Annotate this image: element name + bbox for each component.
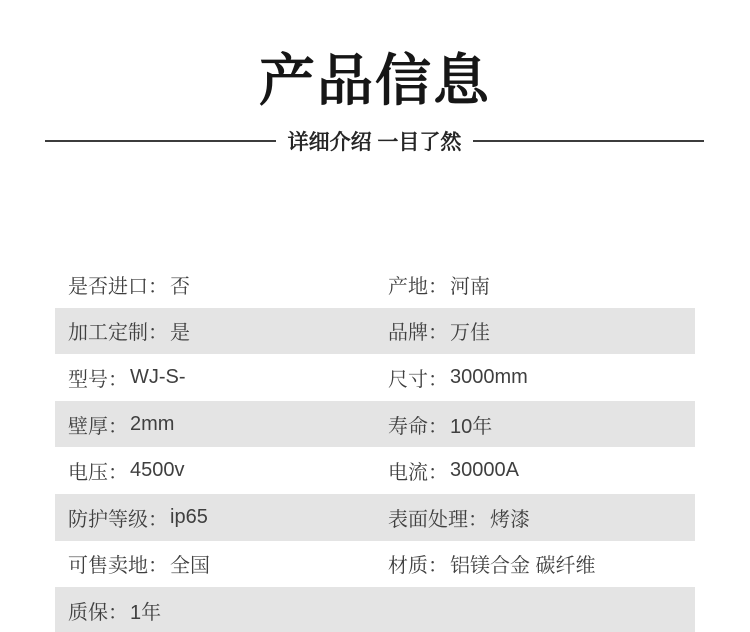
- spec-label: 防护等级：: [68, 508, 168, 531]
- spec-row: [55, 308, 695, 355]
- spec-row: [55, 261, 695, 308]
- spec-label: 尺寸：: [388, 368, 448, 391]
- page-title: 产品信息: [259, 49, 491, 112]
- spec-label: 电流：: [388, 462, 448, 485]
- spec-cell-left: [55, 401, 375, 448]
- spec-cell-right: [375, 401, 695, 448]
- spec-value: WJ-S-: [130, 365, 186, 388]
- spec-value: 万佳: [450, 322, 490, 345]
- spec-cell-left: [55, 261, 375, 308]
- spec-cell-right: [375, 308, 695, 355]
- spec-label: 表面处理：: [388, 508, 488, 531]
- spec-label: 壁厚：: [68, 415, 128, 438]
- spec-row: [55, 447, 695, 494]
- spec-value: 是: [170, 322, 190, 345]
- spec-label: 材质：: [388, 555, 448, 578]
- spec-cell-left: [55, 447, 375, 494]
- spec-cell-right: [375, 354, 695, 401]
- spec-cell-right: [375, 494, 695, 541]
- spec-label: 加工定制：: [68, 322, 168, 345]
- spec-value: 10年: [450, 415, 493, 438]
- spec-cell-right: [375, 541, 695, 588]
- spec-cell-left: [55, 308, 375, 355]
- spec-label: 质保：: [68, 601, 128, 624]
- spec-cell-right: [375, 447, 695, 494]
- spec-value: 2mm: [130, 412, 175, 435]
- spec-value: 全国: [170, 555, 210, 578]
- spec-value: 1年: [130, 601, 162, 624]
- spec-label: 是否进口：: [68, 275, 168, 298]
- spec-cell-left: [55, 354, 375, 401]
- spec-row: [55, 587, 695, 632]
- subtitle-right-divider: [473, 140, 704, 142]
- spec-value: 30000A: [450, 459, 519, 482]
- spec-cell-left: [55, 541, 375, 588]
- spec-value: 铝镁合金 碳纤维: [450, 555, 596, 578]
- spec-value: ip65: [170, 505, 208, 528]
- spec-row: [55, 401, 695, 448]
- spec-cell-left: [55, 494, 375, 541]
- page-subtitle: 详细介绍 一目了然: [287, 131, 462, 154]
- spec-label: 品牌：: [388, 322, 448, 345]
- spec-value: 3000mm: [450, 365, 528, 388]
- spec-label: 产地：: [388, 275, 448, 298]
- spec-table: [55, 261, 695, 632]
- spec-label: 电压：: [68, 462, 128, 485]
- spec-value: 烤漆: [490, 508, 530, 531]
- spec-row: [55, 494, 695, 541]
- subtitle-left-divider: [45, 140, 276, 142]
- subtitle-row: [0, 126, 750, 156]
- spec-label: 寿命：: [388, 415, 448, 438]
- spec-value: 4500v: [130, 459, 185, 482]
- product-info-page: [0, 50, 750, 632]
- spec-cell-left: [55, 587, 375, 632]
- spec-cell-right: [375, 261, 695, 308]
- spec-value: 否: [170, 275, 190, 298]
- spec-cell-right: [375, 587, 695, 632]
- spec-row: [55, 354, 695, 401]
- spec-label: 型号：: [68, 368, 128, 391]
- spec-label: 可售卖地：: [68, 555, 168, 578]
- spec-value: 河南: [450, 275, 490, 298]
- spec-row: [55, 541, 695, 588]
